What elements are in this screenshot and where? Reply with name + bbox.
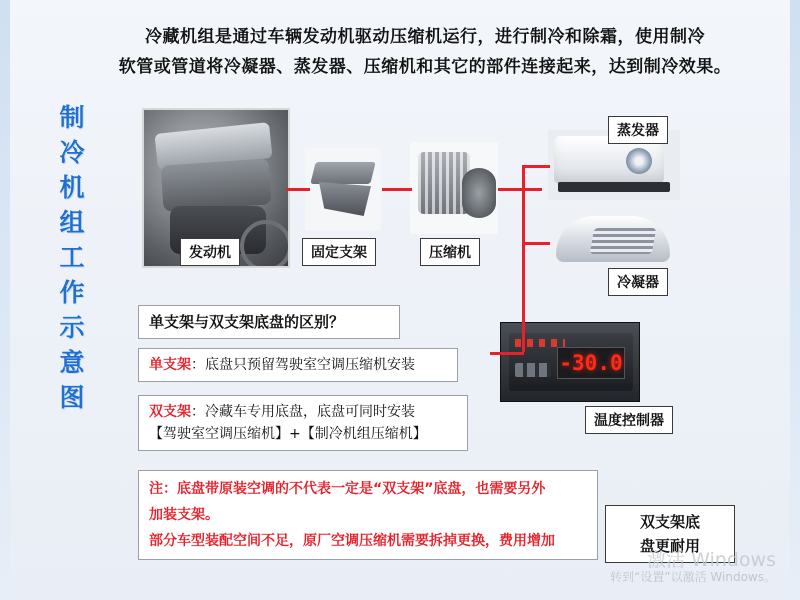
bracket-photo xyxy=(305,148,381,230)
vertical-title xyxy=(52,100,92,415)
bracket-plate-lower xyxy=(319,182,371,216)
single-bracket-box xyxy=(138,348,458,382)
condenser-caption: 冷凝器 xyxy=(608,268,668,296)
controller-buttons xyxy=(515,363,551,377)
line-to-condenser xyxy=(522,242,550,245)
bracket-plate-upper xyxy=(310,162,375,184)
windows-activation-watermark xyxy=(610,549,776,586)
durable-line-1: 双支架底 xyxy=(639,513,700,531)
double-bracket-line-2: 【驾驶室空调压缩机】+【制冷机组压缩机】 xyxy=(149,426,427,442)
question-box: 单支架与双支架底盘的区别？ xyxy=(138,305,400,339)
note-line-2: 加装支架。 xyxy=(149,507,219,523)
condenser-vents xyxy=(590,228,657,254)
right-rail xyxy=(790,0,800,600)
note-line-3: 部分车型装配空间不足，原厂空调压缩机需要拆掉更换，费用增加 xyxy=(149,533,555,549)
headline xyxy=(100,22,750,82)
double-bracket-line-1 xyxy=(149,401,457,423)
engine-part-mid xyxy=(161,158,272,211)
controller-caption: 温度控制器 xyxy=(585,406,673,434)
left-rail xyxy=(0,0,10,600)
headline-line-2: 软管或管道将冷凝器、蒸发器、压缩机和其它的部件连接起来，达到制冷效果。 xyxy=(118,57,732,77)
vertical-title-char-1: 冷 xyxy=(59,138,85,167)
watermark-line-2: 转到“设置”以激活 Windows。 xyxy=(610,570,776,584)
watermark-line-1: 激活 Windows xyxy=(647,549,776,571)
condenser-photo xyxy=(548,206,680,276)
engine-caption: 发动机 xyxy=(180,238,240,266)
durable-line-2: 盘更耐用 xyxy=(639,537,700,555)
compressor-pulley xyxy=(462,168,496,218)
note-box xyxy=(138,470,598,560)
vertical-title-char-4: 工 xyxy=(59,243,85,272)
single-bracket-label: 单支架 xyxy=(149,357,191,373)
evaporator-caption: 蒸发器 xyxy=(608,116,668,144)
headline-line-1: 冷藏机组是通过车辆发动机驱动压缩机运行，进行制冷和除霜，使用制冷 xyxy=(145,27,705,47)
vertical-title-char-3: 组 xyxy=(59,208,85,237)
line-to-controller-vertical xyxy=(522,242,525,352)
bracket-caption: 固定支架 xyxy=(302,238,376,266)
line-to-controller xyxy=(490,352,524,355)
controller-display-value: -30.0 xyxy=(557,347,625,379)
vertical-title-char-8: 图 xyxy=(59,383,85,412)
note-text-1: 底盘带原装空调的不代表一定是“双支架”底盘，也需要另外 xyxy=(177,481,546,497)
line-bracket-to-compressor xyxy=(382,188,412,191)
double-bracket-label: 双支架 xyxy=(149,404,191,420)
vertical-title-char-5: 作 xyxy=(59,278,85,307)
double-bracket-box xyxy=(138,395,468,451)
compressor-photo xyxy=(410,142,498,234)
note-label: 注： xyxy=(149,481,177,497)
line-compressor-to-unit xyxy=(498,188,542,191)
line-unit-vertical xyxy=(522,165,525,245)
single-bracket-text: ：底盘只预留驾驶室空调压缩机安装 xyxy=(191,357,415,373)
vertical-title-char-0: 制 xyxy=(59,103,85,132)
vertical-title-char-7: 意 xyxy=(59,348,85,377)
vertical-title-char-6: 示 xyxy=(59,313,85,342)
line-to-evaporator xyxy=(522,165,550,168)
compressor-caption: 压缩机 xyxy=(420,238,480,266)
evaporator-fan xyxy=(626,148,652,174)
evaporator-base xyxy=(558,182,670,192)
engine-pulley xyxy=(240,220,290,268)
note-line-1 xyxy=(149,476,587,502)
double-bracket-text-1: ：冷藏车专用底盘，底盘可同时安装 xyxy=(191,404,415,420)
line-engine-to-bracket xyxy=(286,188,310,191)
vertical-title-char-2: 机 xyxy=(59,173,85,202)
controller-photo xyxy=(500,322,640,402)
